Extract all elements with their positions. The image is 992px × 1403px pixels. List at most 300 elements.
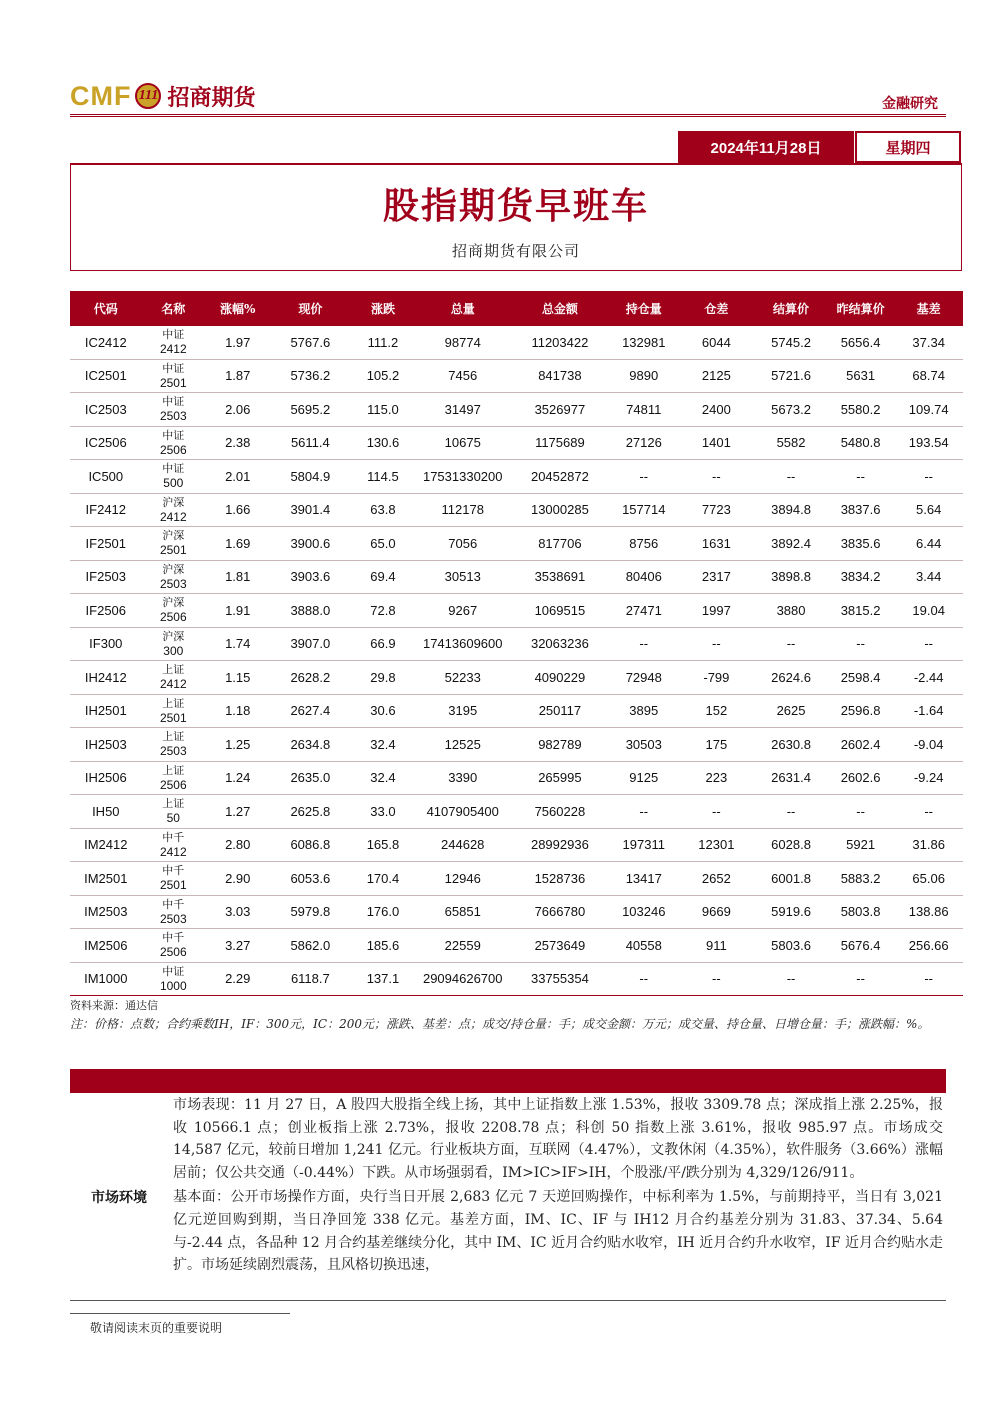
table-row bbox=[70, 694, 963, 728]
contract-name-index: 中千 bbox=[162, 931, 185, 945]
table-cell: 12946 bbox=[416, 862, 510, 896]
table-cell: 2630.8 bbox=[755, 728, 827, 762]
table-cell: 185.6 bbox=[350, 929, 415, 963]
market-paragraph-fundamentals: 基本面：公开市场操作方面，央行当日开展 2,683 亿元 7 天逆回购操作，中标利率为 1.5%，与前期持平，当日有 3,021 亿元逆回购到期，当日净回笼 338 亿元。基差方面，IM、IC、IF 与 IH12 月合约基差分别为 31.83、37.34、5.64 与-2.44 点，各品种 12 月合约基差继续分化，其中 IM、IC 近月合约贴水收窄，IH 近月合约升水收窄，IF 近月合约贴水走扩。市场延续剧烈震荡，且风格切换迅速， bbox=[173, 1189, 943, 1274]
table-cell: 130.6 bbox=[350, 426, 415, 460]
contract-name-index: 中千 bbox=[162, 897, 185, 911]
table-cell: 2125 bbox=[678, 359, 756, 393]
table-cell: 11203422 bbox=[510, 326, 610, 359]
table-cell: 250117 bbox=[510, 694, 610, 728]
source-note: 资料来源：通达信 bbox=[70, 999, 158, 1012]
table-cell: -1.64 bbox=[894, 694, 963, 728]
table-cell: 30503 bbox=[610, 728, 678, 762]
table-cell: -- bbox=[610, 962, 678, 996]
footer-disclaimer: 敬请阅读末页的重要说明 bbox=[90, 1321, 223, 1335]
table-cell: 69.4 bbox=[350, 560, 415, 594]
table-cell: -- bbox=[827, 962, 895, 996]
contract-name bbox=[142, 393, 205, 427]
table-cell: 72.8 bbox=[350, 594, 415, 628]
table-cell: 3880 bbox=[755, 594, 827, 628]
column-header: 涨跌 bbox=[350, 291, 415, 326]
contract-code: IM2506 bbox=[70, 929, 142, 963]
table-cell: 115.0 bbox=[350, 393, 415, 427]
table-row bbox=[70, 661, 963, 695]
contract-name-month: 300 bbox=[163, 643, 184, 658]
contract-name-month: 2503 bbox=[159, 911, 187, 926]
contract-name-index: 中证 bbox=[162, 328, 185, 342]
table-cell: -- bbox=[678, 627, 756, 661]
table-cell: 29094626700 bbox=[416, 962, 510, 996]
table-cell: 5767.6 bbox=[270, 326, 350, 359]
market-section-label: 市场环境 bbox=[91, 1190, 147, 1206]
table-cell: 5480.8 bbox=[827, 426, 895, 460]
table-cell: 32.4 bbox=[350, 761, 415, 795]
table-cell: 8756 bbox=[610, 527, 678, 561]
contract-name bbox=[142, 795, 205, 829]
department-label: 金融研究 bbox=[882, 96, 938, 112]
table-cell: 5736.2 bbox=[270, 359, 350, 393]
contract-name-month: 2412 bbox=[159, 844, 187, 859]
table-cell: 5862.0 bbox=[270, 929, 350, 963]
contract-name-month: 2501 bbox=[159, 375, 187, 390]
contract-name bbox=[142, 929, 205, 963]
table-cell: 138.86 bbox=[894, 895, 963, 929]
table-cell: 9669 bbox=[678, 895, 756, 929]
table-cell: 5803.6 bbox=[755, 929, 827, 963]
report-date: 2024年11月28日 bbox=[678, 131, 854, 163]
contract-name-month: 2506 bbox=[159, 777, 187, 792]
contract-name-index: 上证 bbox=[162, 696, 185, 710]
table-row bbox=[70, 460, 963, 494]
contract-code: IH50 bbox=[70, 795, 142, 829]
table-cell: 2627.4 bbox=[270, 694, 350, 728]
table-cell: 5919.6 bbox=[755, 895, 827, 929]
table-cell: 32.4 bbox=[350, 728, 415, 762]
contract-code: IF2503 bbox=[70, 560, 142, 594]
contract-name bbox=[142, 560, 205, 594]
table-row bbox=[70, 828, 963, 862]
table-cell: 5721.6 bbox=[755, 359, 827, 393]
table-cell: 256.66 bbox=[894, 929, 963, 963]
table-cell: 3837.6 bbox=[827, 493, 895, 527]
table-cell: 982789 bbox=[510, 728, 610, 762]
table-cell: 1.24 bbox=[205, 761, 270, 795]
table-cell: 17531330200 bbox=[416, 460, 510, 494]
contract-code: IF2501 bbox=[70, 527, 142, 561]
table-cell: 4090229 bbox=[510, 661, 610, 695]
report-weekday: 星期四 bbox=[855, 131, 961, 163]
table-cell: -- bbox=[827, 795, 895, 829]
contract-name-index: 上证 bbox=[162, 797, 185, 811]
table-cell: 132981 bbox=[610, 326, 678, 359]
table-cell: 2602.6 bbox=[827, 761, 895, 795]
futures-table bbox=[70, 291, 963, 996]
table-cell: 52233 bbox=[416, 661, 510, 695]
contract-name-index: 沪深 bbox=[162, 495, 185, 509]
contract-name-month: 2506 bbox=[159, 945, 187, 960]
contract-name-index: 上证 bbox=[162, 663, 185, 677]
table-cell: 1175689 bbox=[510, 426, 610, 460]
contract-name-month: 2501 bbox=[159, 710, 187, 725]
column-header: 仓差 bbox=[678, 291, 756, 326]
table-cell: 30.6 bbox=[350, 694, 415, 728]
table-cell: 9890 bbox=[610, 359, 678, 393]
contract-name-index: 沪深 bbox=[162, 596, 185, 610]
table-cell: 6086.8 bbox=[270, 828, 350, 862]
table-header-row bbox=[70, 291, 963, 326]
table-cell: 817706 bbox=[510, 527, 610, 561]
table-cell: 176.0 bbox=[350, 895, 415, 929]
table-cell: 1.97 bbox=[205, 326, 270, 359]
table-cell: 5582 bbox=[755, 426, 827, 460]
table-cell: 33.0 bbox=[350, 795, 415, 829]
contract-name bbox=[142, 527, 205, 561]
table-cell: 13417 bbox=[610, 862, 678, 896]
table-cell: 12301 bbox=[678, 828, 756, 862]
table-cell: -- bbox=[894, 627, 963, 661]
table-cell: 3390 bbox=[416, 761, 510, 795]
contract-name-month: 2412 bbox=[159, 342, 187, 357]
table-cell: 1528736 bbox=[510, 862, 610, 896]
table-cell: 1631 bbox=[678, 527, 756, 561]
table-row bbox=[70, 560, 963, 594]
table-cell: 7560228 bbox=[510, 795, 610, 829]
table-cell: 3.03 bbox=[205, 895, 270, 929]
contract-name bbox=[142, 460, 205, 494]
table-cell: 3815.2 bbox=[827, 594, 895, 628]
table-cell: 152 bbox=[678, 694, 756, 728]
table-cell: 2631.4 bbox=[755, 761, 827, 795]
column-header: 涨幅% bbox=[205, 291, 270, 326]
section-bar bbox=[70, 1069, 946, 1093]
table-cell: 5611.4 bbox=[270, 426, 350, 460]
company-name: 招商期货有限公司 bbox=[451, 242, 580, 260]
table-cell: 1.91 bbox=[205, 594, 270, 628]
table-cell: 29.8 bbox=[350, 661, 415, 695]
contract-code: IH2503 bbox=[70, 728, 142, 762]
contract-code: IM2412 bbox=[70, 828, 142, 862]
table-cell: 9267 bbox=[416, 594, 510, 628]
table-cell: 3898.8 bbox=[755, 560, 827, 594]
table-row bbox=[70, 326, 963, 359]
table-cell: 3888.0 bbox=[270, 594, 350, 628]
contract-name-index: 中证 bbox=[162, 361, 185, 375]
table-cell: 3901.4 bbox=[270, 493, 350, 527]
contract-name-index: 中证 bbox=[162, 462, 185, 476]
contract-code: IC2501 bbox=[70, 359, 142, 393]
contract-code: IF2506 bbox=[70, 594, 142, 628]
table-cell: 27471 bbox=[610, 594, 678, 628]
table-cell: 5745.2 bbox=[755, 326, 827, 359]
table-cell: 1069515 bbox=[510, 594, 610, 628]
table-cell: 65.0 bbox=[350, 527, 415, 561]
contract-name-index: 中千 bbox=[162, 830, 185, 844]
contract-name-month: 2506 bbox=[159, 442, 187, 457]
table-cell: 3195 bbox=[416, 694, 510, 728]
table-cell: 2635.0 bbox=[270, 761, 350, 795]
contract-name-index: 上证 bbox=[162, 730, 185, 744]
table-cell: 3895 bbox=[610, 694, 678, 728]
table-cell: 1.81 bbox=[205, 560, 270, 594]
table-cell: 3894.8 bbox=[755, 493, 827, 527]
table-cell: 2652 bbox=[678, 862, 756, 896]
footer-divider-short bbox=[70, 1313, 290, 1314]
table-cell: 4107905400 bbox=[416, 795, 510, 829]
contract-name-month: 2412 bbox=[159, 509, 187, 524]
table-cell: 3900.6 bbox=[270, 527, 350, 561]
table-cell: 3.27 bbox=[205, 929, 270, 963]
column-header: 总金额 bbox=[510, 291, 610, 326]
table-cell: 30513 bbox=[416, 560, 510, 594]
contract-name bbox=[142, 326, 205, 359]
contract-name bbox=[142, 962, 205, 996]
table-cell: 2596.8 bbox=[827, 694, 895, 728]
table-cell: 2.38 bbox=[205, 426, 270, 460]
contract-name-month: 2503 bbox=[159, 409, 187, 424]
table-cell: 2317 bbox=[678, 560, 756, 594]
table-cell: 2.01 bbox=[205, 460, 270, 494]
table-cell: 2628.2 bbox=[270, 661, 350, 695]
table-cell: 5676.4 bbox=[827, 929, 895, 963]
table-cell: 170.4 bbox=[350, 862, 415, 896]
table-cell: 32063236 bbox=[510, 627, 610, 661]
contract-code: IH2412 bbox=[70, 661, 142, 695]
contract-name-index: 沪深 bbox=[162, 529, 185, 543]
company-logo bbox=[70, 80, 256, 112]
table-cell: 5979.8 bbox=[270, 895, 350, 929]
contract-code: IC2503 bbox=[70, 393, 142, 427]
contract-name bbox=[142, 493, 205, 527]
table-cell: 98774 bbox=[416, 326, 510, 359]
table-cell: -- bbox=[827, 460, 895, 494]
table-cell: 1.25 bbox=[205, 728, 270, 762]
table-row bbox=[70, 795, 963, 829]
table-cell: 7056 bbox=[416, 527, 510, 561]
logo-badge-icon: 111 bbox=[135, 83, 161, 109]
column-header: 基差 bbox=[894, 291, 963, 326]
contract-name bbox=[142, 426, 205, 460]
table-row bbox=[70, 929, 963, 963]
table-cell: 19.04 bbox=[894, 594, 963, 628]
table-cell: 1997 bbox=[678, 594, 756, 628]
table-row bbox=[70, 895, 963, 929]
table-cell: 80406 bbox=[610, 560, 678, 594]
column-header: 结算价 bbox=[755, 291, 827, 326]
table-cell: 103246 bbox=[610, 895, 678, 929]
table-cell: -- bbox=[894, 962, 963, 996]
table-cell: 22559 bbox=[416, 929, 510, 963]
contract-name bbox=[142, 728, 205, 762]
table-cell: 66.9 bbox=[350, 627, 415, 661]
table-row bbox=[70, 761, 963, 795]
table-cell: 5.64 bbox=[894, 493, 963, 527]
table-cell: 10675 bbox=[416, 426, 510, 460]
contract-name-month: 2501 bbox=[159, 543, 187, 558]
table-cell: -- bbox=[894, 460, 963, 494]
table-cell: 265995 bbox=[510, 761, 610, 795]
table-cell: 193.54 bbox=[894, 426, 963, 460]
table-cell: 31497 bbox=[416, 393, 510, 427]
column-header: 现价 bbox=[270, 291, 350, 326]
contract-code: IF2412 bbox=[70, 493, 142, 527]
contract-code: IF300 bbox=[70, 627, 142, 661]
table-cell: 7456 bbox=[416, 359, 510, 393]
table-cell: -9.04 bbox=[894, 728, 963, 762]
table-row bbox=[70, 627, 963, 661]
contract-name bbox=[142, 862, 205, 896]
table-cell: 111.2 bbox=[350, 326, 415, 359]
contract-name-index: 中证 bbox=[162, 964, 185, 978]
contract-code: IC2506 bbox=[70, 426, 142, 460]
table-cell: 109.74 bbox=[894, 393, 963, 427]
table-cell: 2.29 bbox=[205, 962, 270, 996]
contract-name bbox=[142, 594, 205, 628]
table-cell: -- bbox=[610, 627, 678, 661]
table-cell: 105.2 bbox=[350, 359, 415, 393]
contract-name-month: 2501 bbox=[159, 878, 187, 893]
table-cell: -- bbox=[755, 627, 827, 661]
contract-name-index: 中千 bbox=[162, 864, 185, 878]
contract-code: IH2506 bbox=[70, 761, 142, 795]
table-row bbox=[70, 393, 963, 427]
table-cell: -- bbox=[755, 962, 827, 996]
contract-name bbox=[142, 627, 205, 661]
table-cell: -9.24 bbox=[894, 761, 963, 795]
table-cell: 3907.0 bbox=[270, 627, 350, 661]
table-cell: -- bbox=[755, 795, 827, 829]
table-cell: 63.8 bbox=[350, 493, 415, 527]
table-cell: 114.5 bbox=[350, 460, 415, 494]
contract-code: IM2503 bbox=[70, 895, 142, 929]
table-cell: 223 bbox=[678, 761, 756, 795]
footer-divider bbox=[70, 1300, 946, 1301]
table-cell: 2602.4 bbox=[827, 728, 895, 762]
contract-name-month: 2503 bbox=[159, 744, 187, 759]
table-row bbox=[70, 862, 963, 896]
table-cell: 65851 bbox=[416, 895, 510, 929]
table-cell: -- bbox=[755, 460, 827, 494]
table-cell: 7666780 bbox=[510, 895, 610, 929]
table-cell: 3834.2 bbox=[827, 560, 895, 594]
contract-name-month: 2506 bbox=[159, 610, 187, 625]
table-cell: 65.06 bbox=[894, 862, 963, 896]
table-cell: 17413609600 bbox=[416, 627, 510, 661]
table-cell: 2573649 bbox=[510, 929, 610, 963]
contract-name-month: 2412 bbox=[159, 677, 187, 692]
table-cell: 74811 bbox=[610, 393, 678, 427]
table-cell: -799 bbox=[678, 661, 756, 695]
table-cell: 2.06 bbox=[205, 393, 270, 427]
table-cell: -- bbox=[678, 962, 756, 996]
contract-name-month: 1000 bbox=[159, 978, 187, 993]
table-cell: 6053.6 bbox=[270, 862, 350, 896]
table-cell: 5803.8 bbox=[827, 895, 895, 929]
contract-name-month: 500 bbox=[163, 476, 184, 491]
table-cell: 1.69 bbox=[205, 527, 270, 561]
contract-code: IH2501 bbox=[70, 694, 142, 728]
market-section-text bbox=[173, 1094, 943, 1277]
table-cell: 5804.9 bbox=[270, 460, 350, 494]
table-cell: 33755354 bbox=[510, 962, 610, 996]
table-cell: 5921 bbox=[827, 828, 895, 862]
contract-name-index: 中证 bbox=[162, 395, 185, 409]
logo-cmf-text: CMF bbox=[70, 80, 132, 111]
table-cell: 1.18 bbox=[205, 694, 270, 728]
table-cell: 244628 bbox=[416, 828, 510, 862]
page-title: 股指期货早班车 bbox=[382, 185, 649, 227]
column-header: 持仓量 bbox=[610, 291, 678, 326]
table-cell: 5631 bbox=[827, 359, 895, 393]
table-cell: 5695.2 bbox=[270, 393, 350, 427]
table-cell: 3835.6 bbox=[827, 527, 895, 561]
table-cell: 72948 bbox=[610, 661, 678, 695]
table-cell: -- bbox=[610, 795, 678, 829]
table-cell: 12525 bbox=[416, 728, 510, 762]
table-cell: 6028.8 bbox=[755, 828, 827, 862]
table-cell: 2400 bbox=[678, 393, 756, 427]
table-row bbox=[70, 594, 963, 628]
table-cell: 197311 bbox=[610, 828, 678, 862]
table-cell: 3526977 bbox=[510, 393, 610, 427]
table-body bbox=[70, 326, 963, 996]
table-cell: 5673.2 bbox=[755, 393, 827, 427]
table-row bbox=[70, 962, 963, 996]
market-paragraph-performance: 市场表现：11 月 27 日，A 股四大股指全线上扬，其中上证指数上涨 1.53%，报收 3309.78 点；深成指上涨 2.25%，报收 10566.1 点；创业板指上涨 2.73%，报收 2208.78 点；科创 50 指数上涨 3.61%，报收 985.97 点。市场成交 14,587 亿元，较前日增加 1,241 亿元。行业板块方面，互联网（4.47%），文教休闲（4.35%），软件服务（3.66%）涨幅居前；仅公共交通（-0.44%）下跌。从市场强弱看，IM>IC>IF>IH，个股涨/平/跌分别为 4,329/126/911。 bbox=[173, 1097, 943, 1181]
table-cell: 6.44 bbox=[894, 527, 963, 561]
table-cell: 165.8 bbox=[350, 828, 415, 862]
table-cell: 3892.4 bbox=[755, 527, 827, 561]
table-cell: 1.66 bbox=[205, 493, 270, 527]
table-cell: 68.74 bbox=[894, 359, 963, 393]
table-cell: 3903.6 bbox=[270, 560, 350, 594]
contract-code: IM2501 bbox=[70, 862, 142, 896]
table-cell: 28992936 bbox=[510, 828, 610, 862]
table-cell: -- bbox=[678, 460, 756, 494]
table-cell: 157714 bbox=[610, 493, 678, 527]
contract-name bbox=[142, 359, 205, 393]
table-cell: 1.87 bbox=[205, 359, 270, 393]
table-cell: 27126 bbox=[610, 426, 678, 460]
contract-code: IC500 bbox=[70, 460, 142, 494]
table-cell: 2625.8 bbox=[270, 795, 350, 829]
contract-code: IC2412 bbox=[70, 326, 142, 359]
table-cell: 31.86 bbox=[894, 828, 963, 862]
contract-name bbox=[142, 694, 205, 728]
table-cell: 2.90 bbox=[205, 862, 270, 896]
table-cell: 3.44 bbox=[894, 560, 963, 594]
contract-name bbox=[142, 661, 205, 695]
contract-name-month: 2503 bbox=[159, 576, 187, 591]
table-cell: -2.44 bbox=[894, 661, 963, 695]
table-cell: 3538691 bbox=[510, 560, 610, 594]
contract-name-index: 上证 bbox=[162, 763, 185, 777]
table-cell: 1.27 bbox=[205, 795, 270, 829]
table-cell: 6044 bbox=[678, 326, 756, 359]
table-cell: 1401 bbox=[678, 426, 756, 460]
contract-name bbox=[142, 895, 205, 929]
units-note: 注：价格：点数；合约乘数IH，IF：300元，IC：200元；涨跌、基差：点；成交/持仓量：手；成交金额：万元；成交量、持仓量、日增仓量：手；涨跌幅：%。 bbox=[70, 1017, 930, 1031]
table-cell: 2.80 bbox=[205, 828, 270, 862]
contract-name-index: 沪深 bbox=[162, 562, 185, 576]
table-cell: -- bbox=[827, 627, 895, 661]
table-cell: -- bbox=[894, 795, 963, 829]
table-cell: 137.1 bbox=[350, 962, 415, 996]
table-cell: 2624.6 bbox=[755, 661, 827, 695]
table-cell: 6001.8 bbox=[755, 862, 827, 896]
contract-name-month: 50 bbox=[166, 811, 180, 826]
contract-name-index: 沪深 bbox=[162, 629, 185, 643]
table-cell: 841738 bbox=[510, 359, 610, 393]
